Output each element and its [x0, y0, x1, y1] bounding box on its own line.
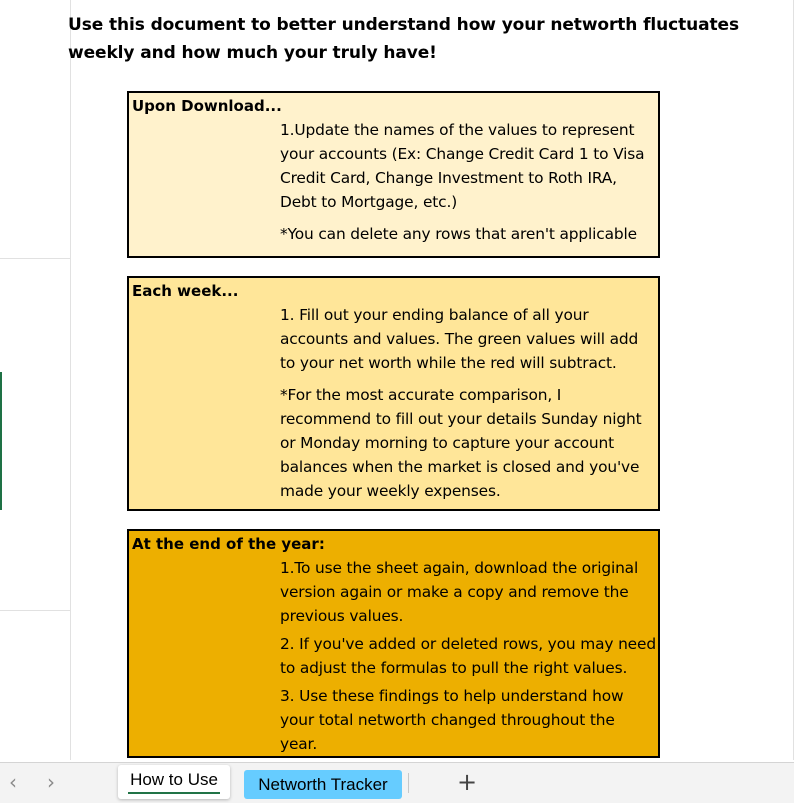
tab-label: How to Use: [130, 770, 218, 789]
gridline: [0, 258, 70, 259]
section-body: [280, 556, 656, 760]
section-paragraph: 3. Use these findings to help understand how your total networth changed throughout the year.: [280, 687, 624, 753]
section-end-of-year[interactable]: [127, 529, 660, 758]
tab-divider: [408, 773, 409, 793]
section-heading: Each week...: [132, 282, 239, 300]
gridline: [70, 0, 71, 760]
tab-label: Networth Tracker: [258, 775, 388, 794]
section-paragraph: *You can delete any rows that aren't applicable: [280, 225, 637, 243]
section-paragraph: *For the most accurate comparison, I recommend to fill out your details Sunday night or Monday morning to capture your account balances when the market is closed and you've made your weekly expenses.: [280, 386, 642, 500]
section-each-week[interactable]: [127, 276, 660, 511]
section-heading: Upon Download...: [132, 97, 282, 115]
section-body: [280, 118, 656, 254]
selection-indicator: [0, 372, 2, 510]
tab-how-to-use[interactable]: [118, 765, 230, 799]
section-paragraph: 2. If you've added or deleted rows, you may need to adjust the formulas to pull the right values.: [280, 635, 656, 677]
add-sheet-button[interactable]: +: [456, 768, 478, 796]
section-paragraph: 1.Update the names of the values to represent your accounts (Ex: Change Credit Card 1 to Visa Credit Card, Change Investment to Roth IRA, Debt to Mortgage, etc.): [280, 121, 645, 211]
section-paragraph: 1. Fill out your ending balance of all your accounts and values. The green values will add to your net worth while the red will subtract.: [280, 306, 639, 372]
section-paragraph: 1.To use the sheet again, download the original version again or make a copy and remove the previous values.: [280, 559, 639, 625]
section-heading: At the end of the year:: [132, 535, 325, 553]
chevron-right-icon[interactable]: ›: [47, 770, 55, 794]
chevron-left-icon[interactable]: ‹: [9, 770, 17, 794]
tab-networth-tracker[interactable]: [244, 770, 402, 799]
sheet-tab-bar: [0, 762, 794, 803]
document-title: Use this document to better understand how your networth fluctuates weekly and how much your truly have!: [68, 15, 740, 63]
gridline: [0, 610, 70, 611]
active-tab-indicator: [128, 792, 220, 794]
section-body: [280, 303, 656, 511]
section-upon-download[interactable]: [127, 91, 660, 258]
